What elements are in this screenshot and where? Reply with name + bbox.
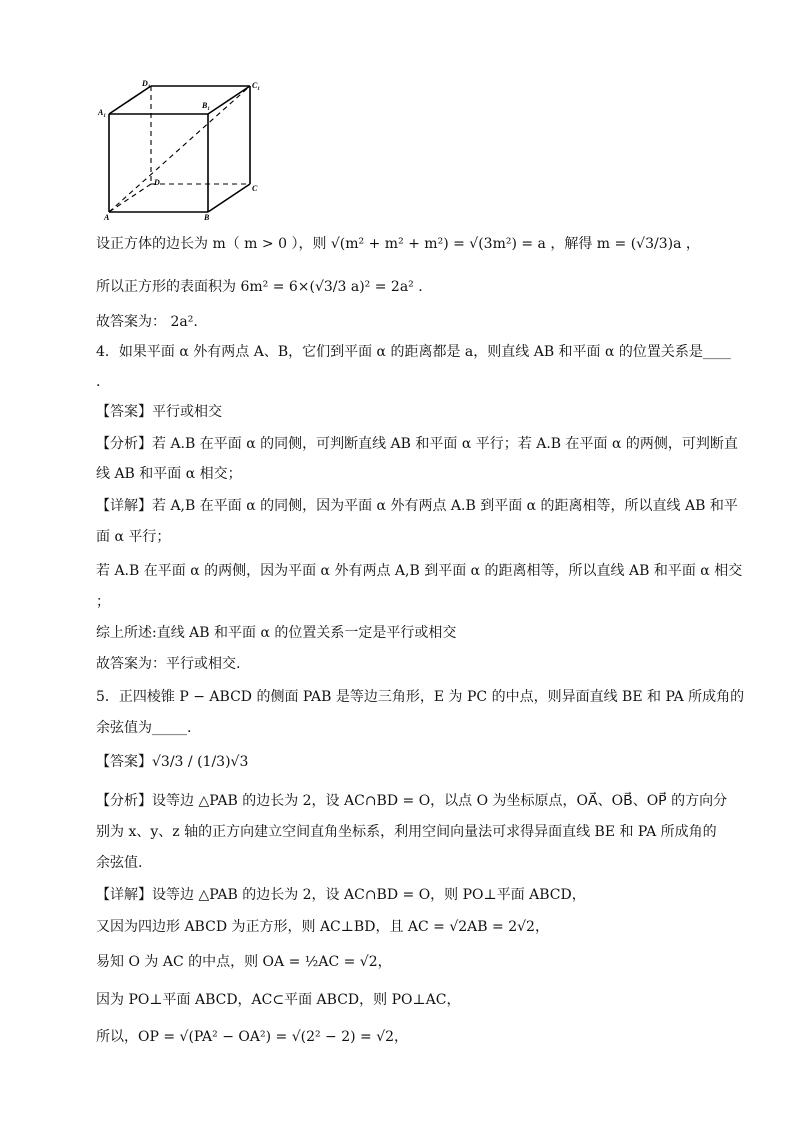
detail-text: 若 A,B 在平面 α 的同侧，因为平面 α 外有两点 A.B 到平面 α 的距离相等，所以直线 AB 和平: [152, 498, 738, 514]
text-line: 面 α 平行；: [96, 529, 171, 545]
detail-tag: 【详解】: [96, 887, 152, 903]
text-line: 易知 O 为 AC 的中点，则 OA = ½AC = √2，: [96, 954, 392, 970]
answer-line: [96, 402, 222, 422]
analysis-tag: 【分析】: [96, 436, 152, 452]
text-line: ；: [96, 594, 110, 610]
text-line: 线 AB 和平面 α 相交；: [96, 466, 242, 482]
detail-line: [96, 885, 586, 905]
label-a1: $A_1$: [98, 108, 106, 119]
text-line: 别为 x、y、z 轴的正方向建立空间直角坐标系，利用空间向量法可求得异面直线 BE 和 PA 所成角的: [96, 824, 717, 840]
analysis-text: 设等边 △PAB 的边长为 2，设 AC∩BD = O，以点 O 为坐标原点，OA⃗、OB⃗、OP⃗ 的方向分: [152, 793, 728, 809]
text-line: 因为 PO⊥平面 ABCD，AC⊂平面 ABCD，则 PO⊥AC，: [96, 992, 461, 1008]
analysis-line: [96, 434, 738, 454]
text-line: 综上所述:直线 AB 和平面 α 的位置关系一定是平行或相交: [96, 625, 457, 641]
text-line: 故答案为：平行或相交.: [96, 656, 241, 672]
label-b1: $B_1$: [202, 101, 210, 112]
label-d1: $D_1$: [142, 79, 151, 90]
text-line: 余弦值.: [96, 855, 143, 871]
label-c1: $C_1$: [252, 81, 260, 92]
text-line: 又因为四边形 ABCD 为正方形，则 AC⊥BD，且 AC = √2AB = 2√2，: [96, 919, 549, 935]
label-d: D: [154, 178, 160, 187]
detail-text: 设等边 △PAB 的边长为 2，设 AC∩BD = O，则 PO⊥平面 ABCD，: [152, 887, 586, 903]
answer-tag: 【答案】: [96, 404, 152, 420]
question-5: 5．正四棱锥 P − ABCD 的侧面 PAB 是等边三角形，E 为 PC 的中点，则异面直线 BE 和 PA 所成角的: [96, 689, 745, 705]
analysis-tag: 【分析】: [96, 793, 152, 809]
cube-figure: [96, 74, 276, 224]
label-b: B: [204, 213, 210, 222]
answer-text: √3/3 / (1/3)√3: [152, 754, 249, 770]
answer-tag: 【答案】: [96, 754, 152, 770]
text-line: 所以正方形的表面积为 6m² = 6×(√3/3 a)² = 2a² .: [96, 279, 423, 295]
detail-tag: 【详解】: [96, 498, 152, 514]
detail-line: [96, 496, 738, 516]
answer-line: [96, 752, 248, 772]
analysis-text: 若 A.B 在平面 α 的同侧，可判断直线 AB 和平面 α 平行；若 A.B 在平面 α 的两侧，可判断直: [152, 436, 738, 452]
question-4: 4．如果平面 α 外有两点 A、B，它们到平面 α 的距离都是 a，则直线 AB 和平面 α 的位置关系是____: [96, 344, 731, 360]
text-line: .: [96, 374, 101, 390]
text-line: 所以，OP = √(PA² − OA²) = √(2² − 2) = √2，: [96, 1029, 409, 1045]
label-a: A: [104, 213, 110, 222]
text-line: 设正方体的边长为 m（ m > 0 ），则 √(m² + m² + m²) = √(3m²) = a ，解得 m = (√3/3)a ，: [96, 236, 700, 252]
analysis-line: [96, 791, 727, 811]
text-line: 余弦值为_____.: [96, 720, 192, 736]
text-line: 若 A.B 在平面 α 的两侧，因为平面 α 外有两点 A,B 到平面 α 的距离相等，所以直线 AB 和平面 α 相交: [96, 563, 743, 579]
text-line: 故答案为： 2a².: [96, 314, 198, 330]
answer-text: 平行或相交: [152, 404, 222, 420]
label-c: C: [252, 184, 258, 193]
